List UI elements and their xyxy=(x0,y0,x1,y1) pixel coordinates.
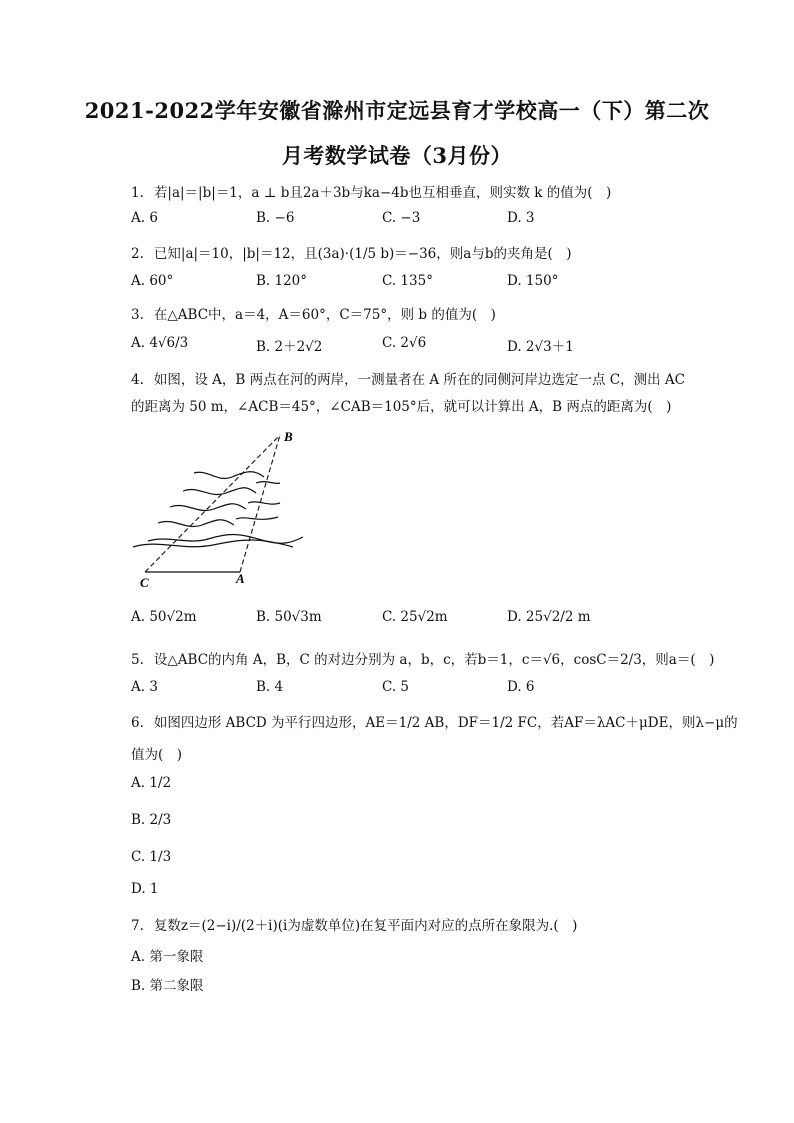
river-figure xyxy=(128,425,308,590)
point-b-label: B xyxy=(284,429,293,444)
question-4-number: 4. xyxy=(131,372,144,388)
question-6-option-d: D. 1 xyxy=(131,881,159,897)
question-1-number: 1. xyxy=(131,185,144,201)
question-3-option-b: B. 2＋2√2 xyxy=(256,339,323,355)
question-7-number: 7. xyxy=(131,918,144,934)
point-c-label: C xyxy=(140,575,149,590)
question-2 xyxy=(131,242,572,262)
question-5-option-d: D. 6 xyxy=(507,679,535,695)
question-3-number: 3. xyxy=(131,307,144,323)
question-1-option-a: A. 6 xyxy=(131,210,158,226)
question-1 xyxy=(131,181,611,201)
point-a-label: A xyxy=(236,571,245,586)
exam-title-line-2: 月考数学试卷（3月份） xyxy=(281,143,513,168)
question-3 xyxy=(131,303,496,323)
question-6-text-line-2: 值为( ) xyxy=(131,747,183,763)
question-7-option-b: B. 第二象限 xyxy=(131,978,204,994)
question-2-option-a: A. 60° xyxy=(131,273,174,289)
question-4-option-d: D. 25√2/2 m xyxy=(507,609,591,625)
question-2-number: 2. xyxy=(131,246,144,262)
question-4-option-c: C. 25√2m xyxy=(382,609,448,625)
question-4-option-a: A. 50√2m xyxy=(131,609,197,625)
question-6-option-a: A. 1/2 xyxy=(131,775,172,791)
river-waves xyxy=(133,472,303,547)
question-6-text-line-1: 如图四边形 ABCD 为平行四边形，AE＝1/2 AB，DF＝1/2 FC，若AF＝λAC＋μDE，则λ−μ的 xyxy=(153,715,738,731)
question-4-text-line-2: 的距离为 50 m，∠ACB＝45°，∠CAB＝105°后，就可以计算出 A，B 两点的距离为( ) xyxy=(131,399,672,415)
question-1-option-d: D. 3 xyxy=(507,210,535,226)
question-3-option-d: D. 2√3＋1 xyxy=(507,339,574,355)
question-3-option-c: C. 2√6 xyxy=(382,335,427,351)
question-5-number: 5. xyxy=(131,652,144,668)
question-5-option-b: B. 4 xyxy=(256,679,284,695)
question-2-option-c: C. 135° xyxy=(382,273,433,289)
question-6-number: 6. xyxy=(131,715,144,731)
question-2-option-b: B. 120° xyxy=(256,273,308,289)
question-4 xyxy=(131,368,685,388)
question-1-text: 若|a|＝|b|＝1，a ⊥ b且2a＋3b与ka−4b也互相垂直，则实数 k 的值为( ) xyxy=(153,185,612,201)
question-1-option-b: B. −6 xyxy=(256,210,295,226)
question-5-text: 设△ABC的内角 A，B，C 的对边分别为 a，b，c，若b＝1，c＝√6，cosC＝2/3，则a＝( ) xyxy=(153,652,715,668)
question-4-option-b: B. 50√3m xyxy=(256,609,322,625)
question-6-option-b: B. 2/3 xyxy=(131,812,172,828)
question-5-option-a: A. 3 xyxy=(131,679,158,695)
question-7-option-a: A. 第一象限 xyxy=(131,949,204,965)
question-5-option-c: C. 5 xyxy=(382,679,410,695)
question-6-option-c: C. 1/3 xyxy=(131,849,172,865)
question-7 xyxy=(131,914,577,934)
question-3-text: 在△ABC中，a＝4，A＝60°，C＝75°，则 b 的值为( ) xyxy=(153,307,496,323)
question-3-option-a: A. 4√6/3 xyxy=(131,335,189,351)
question-5 xyxy=(131,648,714,668)
question-2-option-d: D. 150° xyxy=(507,273,559,289)
question-1-option-c: C. −3 xyxy=(382,210,421,226)
exam-title-line-1: 2021-2022学年安徽省滁州市定远县育才学校高一（下）第二次 xyxy=(84,98,710,123)
question-2-text: 已知|a|＝10，|b|＝12，且(3a)·(1/5 b)＝−36，则a与b的夹角是( ) xyxy=(153,246,572,262)
question-6 xyxy=(131,711,738,731)
question-4-text-line-1: 如图，设 A，B 两点在河的两岸，一测量者在 A 所在的同侧河岸边选定一点 C，测出 AC xyxy=(153,372,685,388)
segment-cb xyxy=(145,435,280,572)
question-7-text: 复数z＝(2−i)/(2＋i)(i为虚数单位)在复平面内对应的点所在象限为.( ) xyxy=(153,918,578,934)
